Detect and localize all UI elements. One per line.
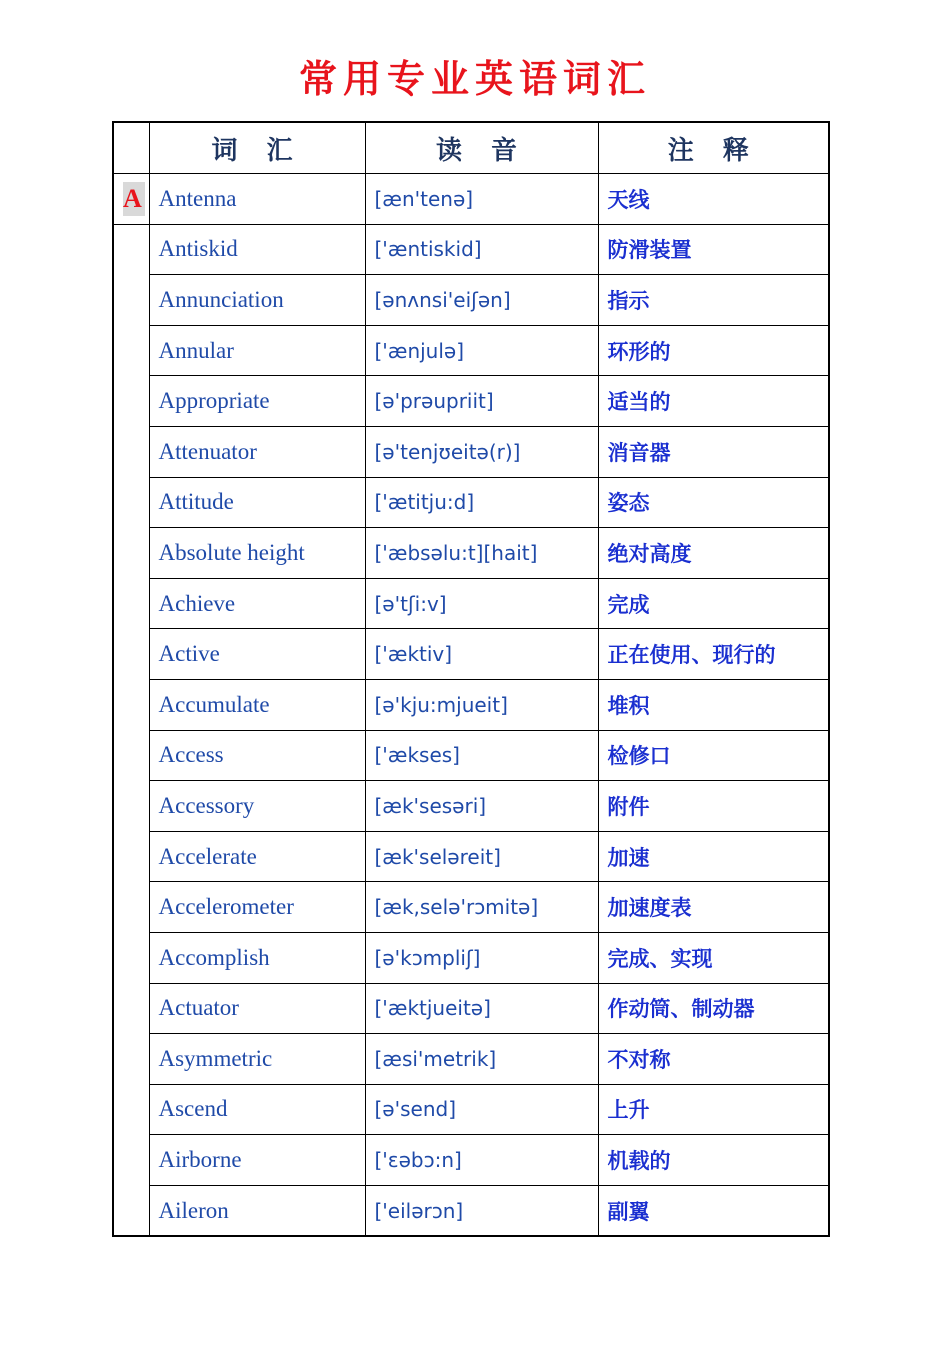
word-cell: Annular [149,325,365,376]
meaning-cell: 防滑装置 [598,224,829,275]
phonetic-cell: ['æbsəlu:t][hait] [365,528,598,579]
table-row [113,1185,829,1236]
word-cell: Asymmetric [149,1034,365,1085]
table-row [113,679,829,730]
table-row [113,831,829,882]
meaning-cell: 环形的 [598,325,829,376]
phonetic-cell: [ə'kju:mjueit] [365,679,598,730]
word-cell: Actuator [149,983,365,1034]
phonetic-cell: ['ækses] [365,730,598,781]
meaning-cell: 加速度表 [598,882,829,933]
table-row [113,325,829,376]
meaning-cell: 正在使用、现行的 [598,629,829,680]
table-row [113,1135,829,1186]
header-word: 词 汇 [149,122,365,174]
phonetic-cell: [ə'kɔmpliʃ] [365,932,598,983]
meaning-cell: 完成、实现 [598,932,829,983]
phonetic-cell: [æsi'metrik] [365,1034,598,1085]
phonetic-cell: [æk'sesəri] [365,781,598,832]
table-row [113,1034,829,1085]
meaning-cell: 检修口 [598,730,829,781]
phonetic-cell: [æk'seləreit] [365,831,598,882]
meaning-cell: 作动筒、制动器 [598,983,829,1034]
word-cell: Antiskid [149,224,365,275]
word-cell: Accelerometer [149,882,365,933]
table-row [113,730,829,781]
phonetic-cell: [æn'tenə] [365,174,598,225]
header-phonetic: 读 音 [365,122,598,174]
table-row [113,1084,829,1135]
phonetic-cell: [ə'prəupriit] [365,376,598,427]
word-cell: Active [149,629,365,680]
word-cell: Accessory [149,781,365,832]
word-cell: Access [149,730,365,781]
table-row [113,528,829,579]
word-cell: Accelerate [149,831,365,882]
meaning-cell: 天线 [598,174,829,225]
page-title: 常用专业英语词汇 [298,56,651,101]
meaning-cell: 适当的 [598,376,829,427]
meaning-cell: 不对称 [598,1034,829,1085]
table-header-row [113,122,829,174]
table-row [113,224,829,275]
word-cell: Airborne [149,1135,365,1186]
section-letter-cell [113,174,149,225]
table-body [113,174,829,1237]
phonetic-cell: ['ætitju:d] [365,477,598,528]
table-row [113,477,829,528]
meaning-cell: 堆积 [598,679,829,730]
phonetic-cell: ['æktjueitə] [365,983,598,1034]
meaning-cell: 加速 [598,831,829,882]
meaning-cell: 绝对高度 [598,528,829,579]
phonetic-cell: [ə'send] [365,1084,598,1135]
section-letter: A [123,182,145,216]
header-blank [113,122,149,174]
table-row [113,932,829,983]
meaning-cell: 完成 [598,578,829,629]
phonetic-cell: ['ɛəbɔ:n] [365,1135,598,1186]
table-row [113,275,829,326]
meaning-cell: 副翼 [598,1185,829,1236]
table-row [113,578,829,629]
meaning-cell: 附件 [598,781,829,832]
header-meaning: 注 释 [598,122,829,174]
word-cell: Attenuator [149,426,365,477]
word-cell: Ascend [149,1084,365,1135]
phonetic-cell: [ə'tenjʊeitə(r)] [365,426,598,477]
word-cell: Absolute height [149,528,365,579]
phonetic-cell: [ə'tʃi:v] [365,578,598,629]
phonetic-cell: ['ænjulə] [365,325,598,376]
table-row [113,426,829,477]
meaning-cell: 姿态 [598,477,829,528]
table-row [113,983,829,1034]
word-cell: Attitude [149,477,365,528]
word-cell: Annunciation [149,275,365,326]
word-cell: Appropriate [149,376,365,427]
phonetic-cell: [ənʌnsi'eiʃən] [365,275,598,326]
meaning-cell: 机载的 [598,1135,829,1186]
meaning-cell: 上升 [598,1084,829,1135]
phonetic-cell: ['æntiskid] [365,224,598,275]
meaning-cell: 指示 [598,275,829,326]
phonetic-cell: [æk,selə'rɔmitə] [365,882,598,933]
table-row [113,174,829,225]
table-row [113,781,829,832]
phonetic-cell: ['eilərɔn] [365,1185,598,1236]
word-cell: Achieve [149,578,365,629]
section-blank-cell [113,224,149,1236]
word-cell: Accomplish [149,932,365,983]
word-cell: Accumulate [149,679,365,730]
word-cell: Antenna [149,174,365,225]
vocabulary-table [112,121,830,1237]
table-row [113,376,829,427]
table-row [113,629,829,680]
word-cell: Aileron [149,1185,365,1236]
meaning-cell: 消音器 [598,426,829,477]
table-row [113,882,829,933]
phonetic-cell: ['æktiv] [365,629,598,680]
